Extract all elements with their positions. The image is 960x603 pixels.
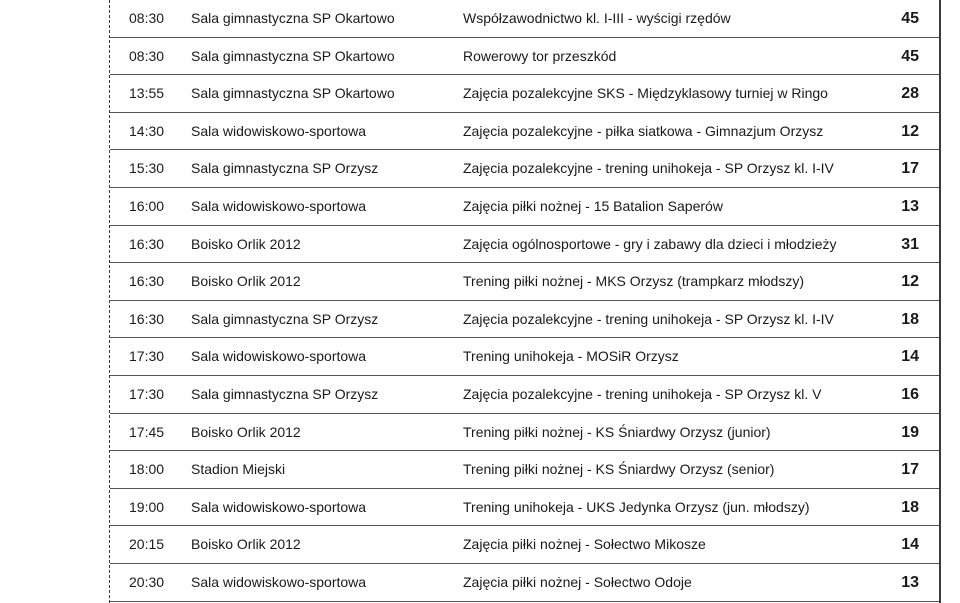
participant-count-cell: 45 <box>901 10 919 27</box>
time-cell: 08:30 <box>129 10 165 26</box>
table-row <box>110 564 939 602</box>
time-cell: 08:30 <box>129 47 165 64</box>
event-cell: Zajęcia pozalekcyjne - trening unihokeja - SP Orzysz kl. I-IV <box>463 160 834 177</box>
venue-cell: Sala gimnastyczna SP Okartowo <box>191 10 395 26</box>
time-cell: 13:55 <box>129 85 165 102</box>
table-row <box>110 226 939 264</box>
event-cell: Trening unihokeja - UKS Jedynka Orzysz (jun. młodszy) <box>463 498 810 515</box>
participant-count-cell: 13 <box>901 574 919 591</box>
time-cell: 18:00 <box>129 461 165 478</box>
time-cell: 16:00 <box>129 198 165 214</box>
time-cell: 17:30 <box>129 348 165 365</box>
time-cell: 16:30 <box>129 273 165 290</box>
table-right-border <box>939 0 941 603</box>
event-cell: Trening piłki nożnej - KS Śniardwy Orzysz (junior) <box>463 423 771 440</box>
time-cell: 20:15 <box>129 536 165 553</box>
table-row <box>110 376 939 414</box>
table-row <box>110 338 939 376</box>
table-row <box>110 301 939 339</box>
event-cell: Zajęcia ogólnosportowe - gry i zabawy dla dzieci i młodzieży <box>463 235 837 252</box>
time-cell: 16:30 <box>129 235 165 252</box>
time-cell: 20:30 <box>129 574 165 590</box>
table-row <box>110 113 939 151</box>
event-cell: Trening piłki nożnej - KS Śniardwy Orzysz (senior) <box>463 461 775 478</box>
participant-count-cell: 31 <box>901 235 919 253</box>
event-cell: Zajęcia pozalekcyjne - trening unihokeja - SP Orzysz kl. I-IV <box>463 310 834 327</box>
event-cell: Trening unihokeja - MOSiR Orzysz <box>463 348 679 365</box>
participant-count-cell: 14 <box>901 348 919 366</box>
event-cell: Zajęcia pozalekcyjne - piłka siatkowa - Gimnazjum Orzysz <box>463 122 824 139</box>
venue-cell: Sala widowiskowo-sportowa <box>191 122 367 139</box>
participant-count-cell: 13 <box>901 198 919 215</box>
table-row <box>110 75 939 113</box>
time-cell: 15:30 <box>129 160 165 177</box>
participant-count-cell: 12 <box>901 273 919 291</box>
row-divider <box>110 601 939 602</box>
table-row <box>110 414 939 452</box>
participant-count-cell: 17 <box>901 160 919 178</box>
table-row <box>110 38 939 76</box>
table-row <box>110 188 939 226</box>
event-cell: Współzawodnictwo kl. I-III - wyścigi rzędów <box>463 10 731 26</box>
venue-cell: Sala gimnastyczna SP Okartowo <box>191 47 395 64</box>
event-cell: Zajęcia pozalekcyjne SKS - Międzyklasowy turniej w Ringo <box>463 85 828 102</box>
time-cell: 14:30 <box>129 122 165 139</box>
participant-count-cell: 28 <box>901 85 919 103</box>
participant-count-cell: 17 <box>901 461 919 479</box>
table-row <box>110 0 939 38</box>
participant-count-cell: 19 <box>901 423 919 441</box>
event-cell: Zajęcia piłki nożnej - Sołectwo Mikosze <box>463 536 706 553</box>
table-row <box>110 451 939 489</box>
venue-cell: Stadion Miejski <box>191 461 286 478</box>
venue-cell: Boisko Orlik 2012 <box>191 273 301 290</box>
table-row <box>110 263 939 301</box>
event-cell: Rowerowy tor przeszkód <box>463 47 617 64</box>
participant-count-cell: 12 <box>901 122 919 140</box>
time-cell: 16:30 <box>129 310 165 327</box>
event-cell: Zajęcia pozalekcyjne - trening unihokeja - SP Orzysz kl. V <box>463 386 822 402</box>
participant-count-cell: 45 <box>901 47 919 65</box>
venue-cell: Sala widowiskowo-sportowa <box>191 198 367 214</box>
venue-cell: Sala widowiskowo-sportowa <box>191 498 367 515</box>
table-row <box>110 489 939 527</box>
venue-cell: Sala widowiskowo-sportowa <box>191 348 367 365</box>
time-cell: 19:00 <box>129 498 165 515</box>
time-cell: 17:30 <box>129 386 165 402</box>
venue-cell: Sala gimnastyczna SP Orzysz <box>191 160 379 177</box>
table-row <box>110 526 939 564</box>
participant-count-cell: 16 <box>901 386 919 403</box>
venue-cell: Boisko Orlik 2012 <box>191 235 301 252</box>
event-cell: Zajęcia piłki nożnej - 15 Batalion Saperów <box>463 198 723 214</box>
venue-cell: Sala widowiskowo-sportowa <box>191 574 367 590</box>
venue-cell: Sala gimnastyczna SP Orzysz <box>191 386 379 402</box>
time-cell: 17:45 <box>129 423 165 440</box>
venue-cell: Sala gimnastyczna SP Okartowo <box>191 85 395 102</box>
event-cell: Trening piłki nożnej - MKS Orzysz (trampkarz młodszy) <box>463 273 805 290</box>
table-row <box>110 150 939 188</box>
venue-cell: Sala gimnastyczna SP Orzysz <box>191 310 379 327</box>
participant-count-cell: 18 <box>901 310 919 328</box>
venue-cell: Boisko Orlik 2012 <box>191 423 301 440</box>
participant-count-cell: 14 <box>901 536 919 554</box>
venue-cell: Boisko Orlik 2012 <box>191 536 301 553</box>
participant-count-cell: 18 <box>901 498 919 516</box>
event-cell: Zajęcia piłki nożnej - Sołectwo Odoje <box>463 574 692 590</box>
